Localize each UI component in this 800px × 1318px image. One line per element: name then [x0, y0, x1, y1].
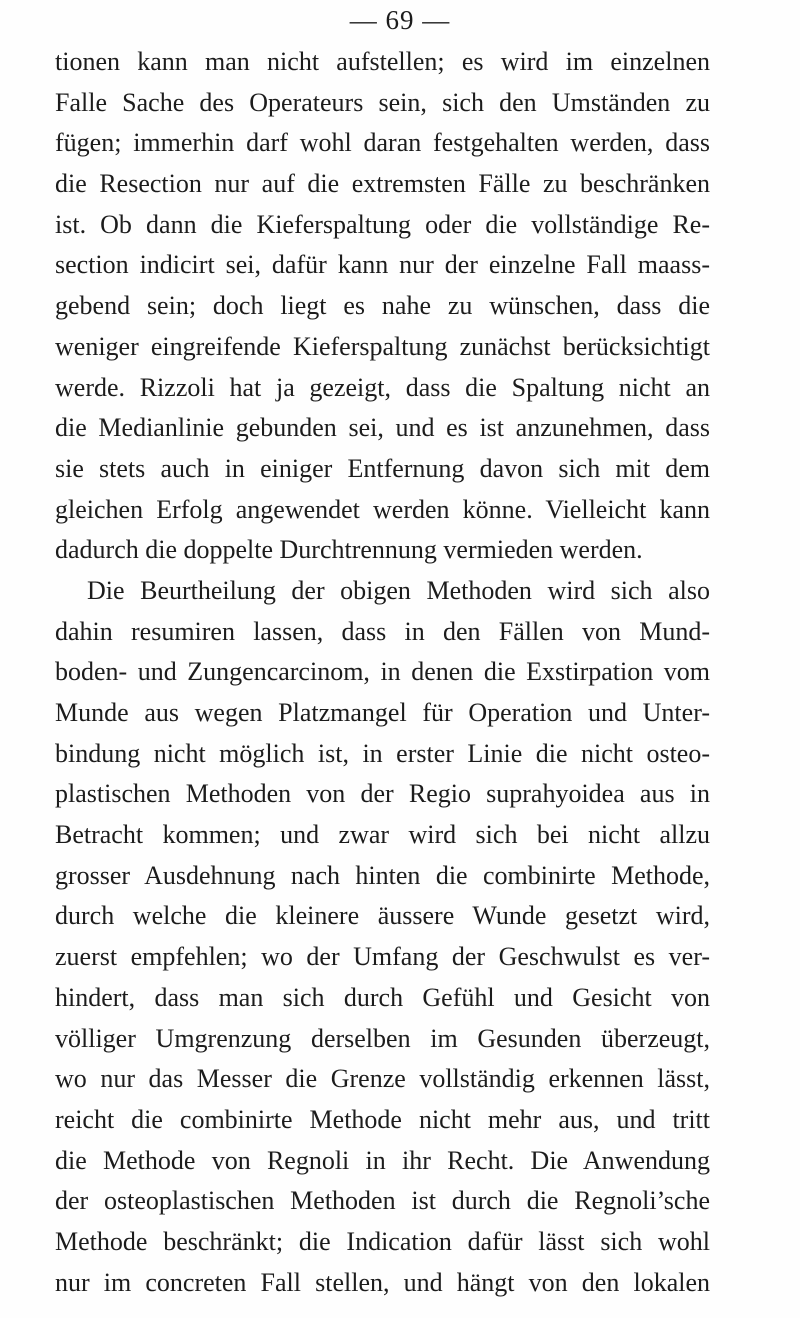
text-line: wo nur das Messer die Grenze vollständig erkennen lässt,: [55, 1064, 710, 1094]
text-line: die Medianlinie gebunden sei, und es ist anzunehmen, dass: [55, 413, 710, 443]
text-line: ist. Ob dann die Kieferspaltung oder die vollständige Re-: [55, 209, 710, 239]
text-line: völliger Umgrenzung derselben im Gesunden überzeugt,: [55, 1023, 710, 1053]
text-line: Methode beschränkt; die Indication dafür lässt sich wohl: [55, 1226, 710, 1256]
text-line: durch welche die kleinere äussere Wunde gesetzt wird,: [55, 901, 710, 931]
text-line: Betracht kommen; und zwar wird sich bei nicht allzu: [55, 820, 710, 850]
text-line: nur im concreten Fall stellen, und hängt von den lokalen: [55, 1267, 710, 1297]
text-line: gleichen Erfolg angewendet werden könne. Vielleicht kann: [55, 494, 710, 524]
text-line: bindung nicht möglich ist, in erster Linie die nicht osteo-: [55, 738, 710, 768]
text-line: Falle Sache des Operateurs sein, sich den Umständen zu: [55, 87, 710, 117]
text-line: dahin resumiren lassen, dass in den Fällen von Mund-: [55, 616, 710, 646]
text-line: zuerst empfehlen; wo der Umfang der Geschwulst es ver-: [55, 942, 710, 972]
paragraph-start: Die Beurtheilung der obigen Methoden wird sich also: [87, 575, 710, 605]
text-line: sie stets auch in einiger Entfernung davon sich mit dem: [55, 453, 710, 483]
text-line: der osteoplastischen Methoden ist durch die Regnoli’sche: [55, 1186, 710, 1216]
text-line: reicht die combinirte Methode nicht mehr aus, und tritt: [55, 1104, 710, 1134]
text-line: werde. Rizzoli hat ja gezeigt, dass die Spaltung nicht an: [55, 372, 710, 402]
text-line: weniger eingreifende Kieferspaltung zunächst berücksichtigt: [55, 331, 710, 361]
text-line: Munde aus wegen Platzmangel für Operation und Unter-: [55, 698, 710, 727]
text-line: die Methode von Regnoli in ihr Recht. Die Anwendung: [55, 1145, 710, 1175]
page-number: — 69 —: [349, 5, 451, 35]
text-line: gebend sein; doch liegt es nahe zu wünschen, dass die: [55, 291, 710, 321]
text-line: grosser Ausdehnung nach hinten die combinirte Methode,: [55, 860, 710, 890]
text-line: dadurch die doppelte Durchtrennung vermieden werden.: [55, 535, 643, 565]
text-line: boden- und Zungencarcinom, in denen die Exstirpation vom: [55, 657, 710, 687]
text-line: die Resection nur auf die extremsten Fälle zu beschränken: [55, 169, 710, 199]
text-line: plastischen Methoden von der Regio suprahyoidea aus in: [55, 779, 710, 809]
text-line: hindert, dass man sich durch Gefühl und Gesicht von: [55, 982, 710, 1012]
text-line: fügen; immerhin darf wohl daran festgehalten werden, dass: [55, 128, 710, 158]
text-line: section indicirt sei, dafür kann nur der einzelne Fall maass-: [55, 250, 710, 280]
text-line: tionen kann man nicht aufstellen; es wird im einzelnen: [55, 47, 710, 76]
body-text: [55, 42, 710, 1303]
